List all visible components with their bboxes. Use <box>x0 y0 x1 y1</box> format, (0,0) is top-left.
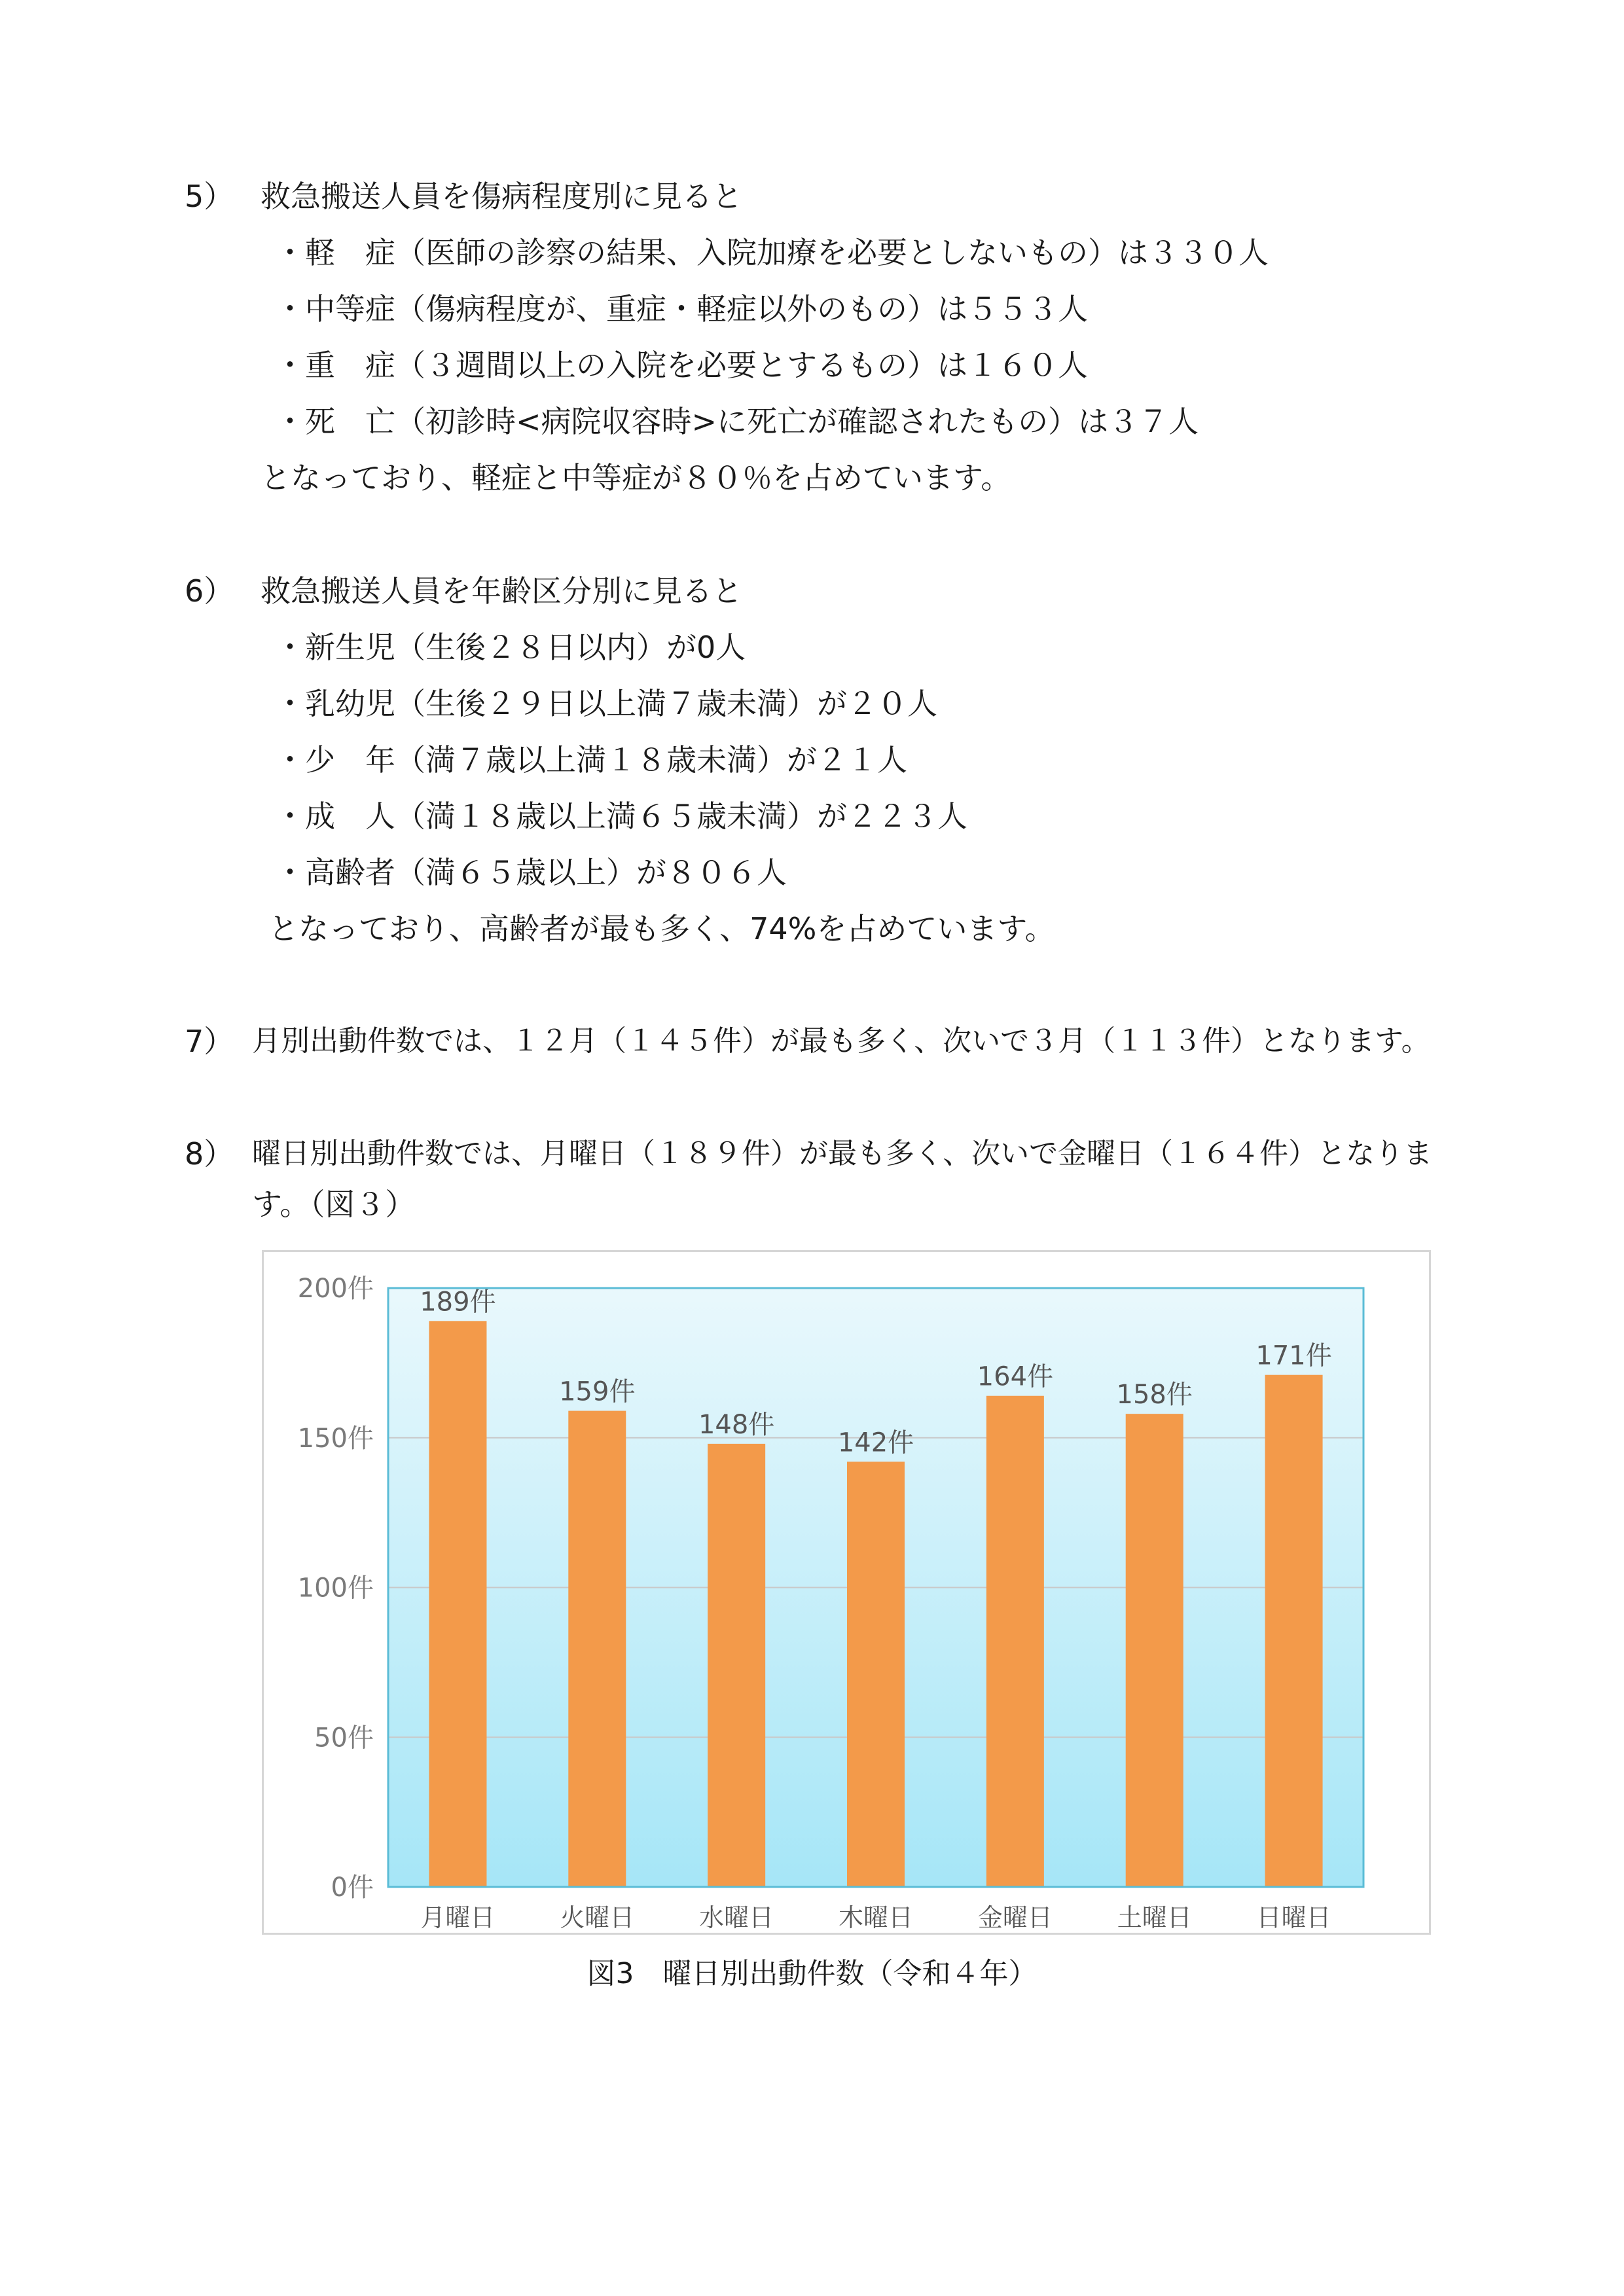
section-5-item: ・軽 症（医師の診察の結果、入院加療を必要としないもの）は３３０人 <box>275 235 1269 270</box>
bar-4 <box>847 1462 905 1887</box>
weekday-dispatch-bar-chart <box>264 1252 1429 1933</box>
section-6-summary: となっており、高齢者が最も多く、74%を占めています。 <box>268 911 1055 946</box>
section-6-item: ・成 人（満１８歳以上満６５歳未満）が２２３人 <box>275 798 967 834</box>
section-5-heading: 救急搬送人員を傷病程度別に見ると <box>261 179 742 214</box>
section-6-item: ・少 年（満７歳以上満１８歳未満）が２１人 <box>275 742 907 778</box>
bar-2 <box>568 1411 626 1887</box>
bar-5 <box>986 1396 1044 1887</box>
section-5-summary: となっており、軽症と中等症が８０％を占めています。 <box>261 460 1011 495</box>
x-tick-label: 金曜日 <box>977 1903 1053 1932</box>
chart-frame <box>262 1250 1431 1935</box>
data-label: 148件 <box>698 1409 775 1440</box>
y-tick-label: 50件 <box>314 1723 374 1753</box>
bar-3 <box>708 1444 765 1887</box>
section-8-text-line1: 曜日別出動件数では、月曜日（１８９件）が最も多く、次いで金曜日（１６４件）となりま <box>252 1137 1433 1170</box>
section-6-item: ・高齢者（満６５歳以上）が８０６人 <box>275 855 787 890</box>
section-7-text: 月別出動件数では、１２月（１４５件）が最も多く、次いで３月（１１３件）となります。 <box>252 1024 1430 1058</box>
figure-caption: 図3 曜日別出動件数（令和４年） <box>586 1957 1038 1990</box>
section-6-item: ・乳幼児（生後２９日以上満７歳未満）が２０人 <box>275 686 937 721</box>
section-8-text-line2: す。（図３） <box>252 1187 416 1222</box>
section-5-number: 5） <box>185 179 234 214</box>
section-5-item: ・死 亡（初診時<病院収容時>に死亡が確認されたもの）は３７人 <box>275 404 1199 439</box>
bar-7 <box>1265 1375 1323 1887</box>
x-tick-label: 火曜日 <box>560 1903 635 1932</box>
data-label: 142件 <box>837 1427 914 1458</box>
y-tick-label: 200件 <box>297 1274 374 1304</box>
data-label: 171件 <box>1255 1340 1332 1371</box>
data-label: 164件 <box>977 1361 1054 1392</box>
x-tick-label: 水曜日 <box>699 1903 774 1932</box>
bar-1 <box>429 1321 486 1887</box>
section-5-item: ・重 症（３週間以上の入院を必要とするもの）は１６０人 <box>275 348 1088 383</box>
data-label: 158件 <box>1116 1380 1193 1410</box>
data-label: 159件 <box>559 1376 636 1407</box>
section-5-item: ・中等症（傷病程度が、重症・軽症以外のもの）は５５３人 <box>275 291 1088 327</box>
x-tick-label: 日曜日 <box>1256 1903 1331 1932</box>
section-6-number: 6） <box>185 573 234 609</box>
section-6-heading: 救急搬送人員を年齢区分別に見ると <box>261 573 742 609</box>
x-tick-label: 月曜日 <box>420 1903 496 1932</box>
y-tick-label: 150件 <box>297 1423 374 1454</box>
data-label: 189件 <box>420 1287 496 1318</box>
y-tick-label: 0件 <box>331 1873 374 1903</box>
section-6-item: ・新生児（生後２８日以内）が0人 <box>275 630 746 665</box>
section-7-number: 7） <box>185 1024 234 1059</box>
y-tick-label: 100件 <box>297 1573 374 1604</box>
x-tick-label: 木曜日 <box>838 1903 914 1932</box>
section-8-number: 8） <box>185 1136 234 1172</box>
x-tick-label: 土曜日 <box>1117 1903 1192 1932</box>
bar-6 <box>1126 1414 1183 1887</box>
